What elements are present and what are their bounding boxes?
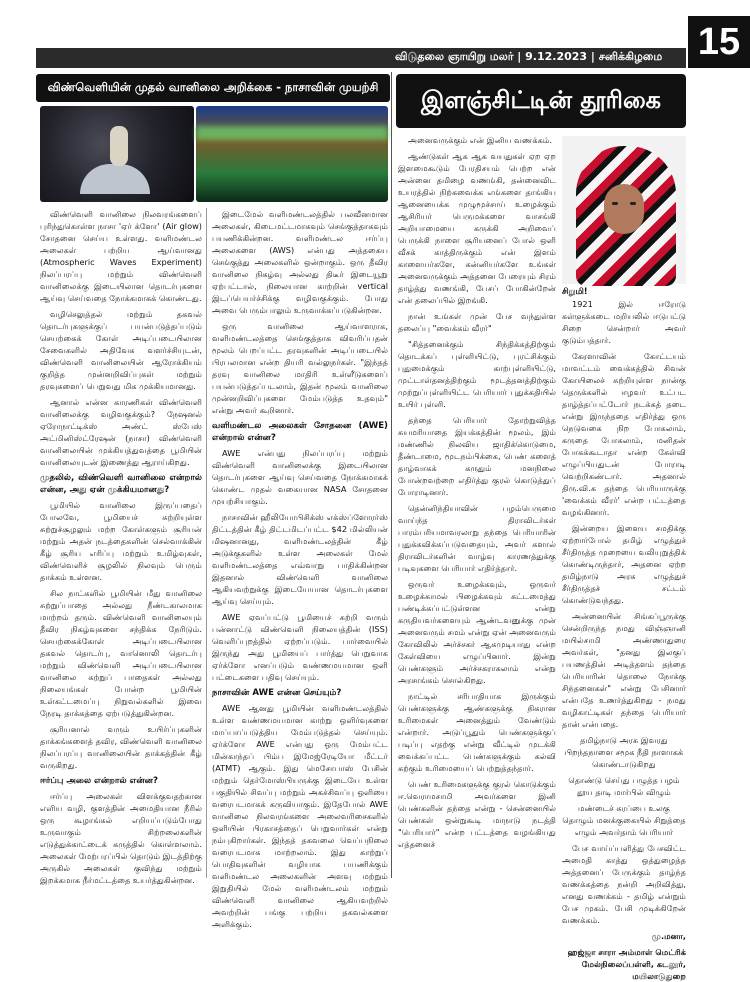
left-article-headline: விண்வெளியின் முதல் வானிலை அறிக்கை - நாசாவின் முயற்சி: [36, 74, 390, 102]
verse-line: தொண்டு செய்து பழுத்த பழம் தூய தாடி மார்பில் விழும்: [568, 775, 680, 797]
paragraph: ஆண்டுகள் ஆக ஆக வயதுகள் ஏற ஏற இளமைகூடும் பேரதிசயம் பெற்ற என் அன்னை தமிழை வணங்கி, தன்னைவிட உயரத்தில் நிற்கவைக்க எங்களை தாங்கிய ஆனையைக்க முழுமூச்சாய் உழைக்கும் ஆசிரியர் பெருமக்களை வாசங்கி அறியாமையை கருக்கி அறிவைப் பெருக்கி நாளை சூரியனைப் போல் ஒளி வீசக் காத்திருக்கும் என் இளம் காளையர்களே, கன்னியர்களே உங்கள் அனைவருக்கும் அத்தனை பேரையும் சிரம் தாழ்த்து வணங்கி, பேசப் போகின்றேன் என் தலைப்பில் இறங்கி.: [398, 151, 556, 305]
author-portrait: [562, 136, 686, 284]
subheading: முதலில், விண்வெளி வானிலை என்றால் என்ன, அது ஏன் முக்கியமானது?: [40, 473, 202, 495]
paragraph: அனைவருக்கும் என் இனிய வணக்கம்.: [408, 135, 553, 145]
masthead-text: விடுதலை ஞாயிறு மலர் | 9.12.2023 | சனிக்கிழமை: [395, 50, 663, 63]
paragraph: நாட்டில் சரிபாதியாக இருக்கும் பெண்களுக்கு ஆண்களுக்கு நிகரான உரிமைகள் அனைத்தும் வேண்டும் என்றார். அடுப்பூதும் பெண்களுக்குப் படிப்பு எதற்கு என்று வீட்டில் முடக்கி வைக்கப்பட்ட பெண்களுக்கும் கல்வி கற்கும் உரிமையைப் பெற்றுத்தந்தார்.: [398, 691, 556, 773]
page-number: 15: [688, 16, 750, 68]
paragraph: நான் உங்கள் முன் பேச வந்துள்ள தலைப்பு "வைக்கம் வீரர்": [398, 311, 556, 333]
photo-caption: சிறுமி!: [562, 286, 588, 296]
airglow-band: [196, 126, 388, 140]
paragraph: வழிசெலுத்தல் மற்றும் தகவல் தொடர்புகளுக்குப் பயன்படுத்தப்படும் செயற்கைக் கோள் அடிப்படையிலான சேவைகளில் அதிவேக வளர்ச்சியுடன், விண்வெளி வானிலையின் ஆரோக்கியம் குறித்த முன்னறிவிப்புகள் மற்றும் தரவுகளைப் பெறுவது மிக முக்கியமானது.: [40, 309, 202, 391]
paragraph: இடைமேல் வளிமண்டலத்தில் பலவீனமான அலைகள், கிடைமட்டமாகவும் செங்குத்தாகவும் பயணிக்கின்றன. வளிமண்டல ஈர்ப்பு அலைகளை (AWS) என்பது அத்தகைய செங்குத்து அலைகளில் ஒன்றாகும். ஒரு தீவிர வானிலை நிகழ்வு அல்லது திடீர் இடையூறு ஏற்பட்டால், நிலையான காற்றின் vertical இடப்பெயர்ச்சிக்கு வழிவகுக்கும். போது அவை பெரும்பாலும் உருவாக்கப்படுகின்றன.: [212, 209, 388, 315]
right-article-title: இளஞ்சிட்டின் தூரிகை: [396, 74, 686, 128]
eye-left: [612, 202, 618, 205]
paragraph: பேச வாய்ப்பளித்து பேசவிட்ட அமைதி காத்து ஒத்துழைத்த அத்தனைப் பேருக்கும் தாழ்ந்த வணக்கத்தை நன்றி அறிவித்து, எனது வணக்கம் - தமிழ் என்றும் பேச முகம். பேசி முடிக்கிறேன் வணக்கம்.: [562, 843, 686, 925]
paragraph: AWE என்பது நிலப்பரப்பு மற்றும் விண்வெளி வானிலைக்கு இடையிலான தொடர்புகளை ஆய்வு செய்வதை நோக்கமாகக் கொண்ட முதல் வகையான NASA சோதனை முயற்சியாகும்.: [212, 448, 388, 506]
paragraph: தென்னிந்தியாவின் பழம்பெருமை வாய்ந்த திராவிடர்கள் பாரம்பரியமாவரலாறு தந்தை பெரியாரின் புதுக்கவிக்கப்படுவதையும், அவர் களால் திராவிடர்களின் வாழ்வு காரணத்துக்கு படிவுகளை பெரியார் எதிர்த்தார்.: [398, 503, 556, 573]
face: [604, 184, 644, 234]
section-divider: [391, 72, 392, 878]
astronaut-figure: [110, 126, 128, 166]
subheading: ஈர்ப்பு அலை என்றால் என்ன?: [40, 776, 159, 786]
right-article-column-1: [398, 134, 556, 880]
paragraph: AWE ஏவப்பட்டு பூமியைச் சுற்றி வரும் பன்னாட்டு விண்வெளி நிலையத்தின் (ISS) வெளிப்புறத்தில் ஏற்றப்படும். பார்வையில் இருந்து அது பூமியைப் பார்த்து பெறுவாக ஏர்க்ளோ எனப்படும் வண்ணமயமான ஒளி பட்டைகளை பதிவு செய்யும்.: [212, 612, 388, 682]
verse-line: தமிழ்நாடு அரசு இவரது பிறந்தநாளை சமூக நீதி நாளாகக் கொண்டாடுகிறது: [564, 735, 684, 769]
earth-airglow-photo: [196, 106, 388, 202]
subheading: நாசாவின் AWE என்ன செய்யும்?: [212, 688, 342, 698]
paragraph: "சித்தனைக்கும் சிந்திக்கத்திற்கும் தொடக்கப் புள்ளியிட்டு, புரட்சிக்கும் புதுமைக்கும் காற்புள்ளியிட்டு, முட்டாள்தனத்திற்கும் மூடத்தனத்திற்கும் முற்றுப்புள்ளியிட்ட பெரியார் புதுக்கதியில் உயிர் புள்ளி.: [398, 339, 556, 409]
satellite-dish: [80, 164, 150, 194]
astronaut-photo: [40, 106, 194, 202]
paragraph: ஒருவர் உழைக்கவும், ஒருவர் உழைக்காமல் பிழைக்கவும் கட்டமைத்து பண்டிக்கப்பட்டுள்ளன என்று கருதியவர்களையும் ஆண்டவனுக்கு முன் அனைவரும் சமம் என்று ஏன் அனைவரும் கோவிலில் அர்ச்சகர் ஆகமுடியாது என்ற கேள்வியை எழுப்பினார். இன்று பெண்களும் அர்ச்சகராகலாம் என்று அரசாங்கம் சொல்கிறது.: [398, 579, 556, 685]
paragraph: பூமியில் வானிலை இருப்பதைப் போலவே, பூமியைச் சுற்றியுள்ள சுற்றுச்சூழலும் மற்ற கோள்களும் சூரியன் மற்றும் அதன் நடத்தைகளின் செல்வாக்கின் கீழ் சூரிய எரிப்பு மற்றும் உமிழ்வுகள், விண்வெளிச் சூழலில் நிலவும் பெரும் தாக்கம் உள்ளன.: [40, 500, 202, 582]
paragraph: நாசாவின் ஹீலியோபிசிக்ஸ் எக்ஸ்ப்ளோரர்ஸ் திட்டத்தின் கீழ் திட்டமிடப்பட்ட $42 மில்லியன் மிஷனானது, வளிமண்டலத்தின் கீழ் அடுக்குகளில் உள்ள அலைகள் மேல் வளிமண்டலத்தை எவ்வாறு பாதிக்கின்றன இதனால் விண்வெளி வானிலை ஆகியவற்றுக்கு இடையேயான தொடர்புகளை ஆய்வு செய்யும்.: [212, 512, 388, 606]
right-article-column-2: [562, 298, 686, 981]
paragraph: சில நாட்களில் பூமியின் மீது வானிலை சுற்றுப்பாதை அல்லது நீண்டகாலமாக மாற்றம் தரும். விண்வெளி வானிலையும் தீவிர நிகழ்வுகளை சந்திக்க நேரிடும். செயற்கைக்கோள் அடிப்படையிலான தகவல் தொடர்பு, வானொலி தொடர்பு மற்றும் விண்வெளி அடிப்படையிலான வானிலை சுற்றுப் பாதைகள் அல்லது நிலையங்கள் போன்ற பூமியின் உள்கட்டமைப்பு நிறுவல்களில் இவை நேரடி தாக்கத்தை ஏற்படுத்துகின்றன.: [40, 588, 202, 718]
paragraph: AWE ஆனது பூமியின் வளிமண்டலத்தில் உள்ள வண்ணமயமான காற்று ஒளிர்வுகளை மாப்பாப்படுத்திய மேம்படுத்தல் செய்யும். ஏர்க்ளோ AWE என்பது ஒரு மேம்பட்ட மின்காந்தப் பிம்ப இமேஜ்ரேடியோ மீட்டர் (ATMT) ஆகும். இது மெசோபாஸ் பேசின் மற்றும் தெர்மோஸ்பியருக்கு இடையே உள்ள பகுதியில் சிவப்பு மற்றும் அகச்சிவப்பு ஒளியை வரைபடமாகக் கருவியாகும். இதேபோல் AWE வானிலை நிலவரங்களை அலைவரிசைகளில் ஒளியின் பிரகாசத்தைப் பெறுவார்கள் என்று நம்புகிறார்கள். இந்தத் தகவலை வெப்பநிலை வரைபடமாக மாற்றலாம். இது காற்றுப் பொதிவுகளின் வழியாக பயணிக்கும் வளிமண்டல அலைகளின் அளவு மற்றும் இறுதியில் மேல் வளிமண்டலம் மற்றும் விண்வெளி வானிலை ஆகியவற்றில் அவற்றின் பங்கு பற்றிய தகவல்களை அளிக்கும்.: [212, 703, 388, 929]
author-signature: மு.மனா,: [651, 931, 686, 941]
paragraph: அன்னையின் சிங்கப்பூருக்கு சென்றிருந்த நமது விஞ்ஞானி மயில்சாமி அண்ணாதுரை அவர்கள், "தனது இலகுப் பயணத்தின் அடித்தளம் தந்தை பெரியாரின் தொலை நோக்கு சிந்தனைகள்" என்று பேசினார் என்பதே உணர்த்துகிறது - நமது வழிகாட்டிகள் தந்தை பெரியார் தான் என்பதை.: [562, 611, 686, 729]
paragraph: பெண் உரிமைகளுக்கு குரல் கொடுக்கும் ஈ.வெராமசாமி அவர்களை இனி பெண்களின் தந்தை என்று - சென்னையில் பெண்கள் ஒன்றுகூடி மாநாடு நடத்தி "பெரியார்" என்ற பட்டத்தை வழங்கியது எத்தனைச்: [398, 779, 556, 849]
paragraph: சூரியனால் வரும் உயிர்ப்புகளின் தாக்கங்களைத் தவிர, விண்வெளி வானிலை நிலப்பரப்பு வானிலையின் தாக்கத்தின் கீழ் வருகிறது.: [40, 724, 202, 770]
paragraph: 1921 இல் ஈரோடு கள்ளுக்கடை மறியலில் ஈடுபட்டு சிறை சென்றார் அவர் குடும்பத்தார்.: [562, 299, 686, 345]
verse-line: மண்டைச் சுரப்பை உலகு தொழும் மனக்குகையில் சிறுத்தை எழும் அவர்தாம் பெரியார்: [562, 803, 686, 837]
paragraph: கேரளாவின் கோட்டயம் மாவட்டம் வைக்கத்தில் சிவன் கோயிலைச் சுற்றியுள்ள நான்கு தெருக்களில் ஈழவர் உட்பட தாழ்த்தப்பட்டோர் நடக்கத் தடை என்று இருந்ததை எதிர்த்து ஒரு நெடுவகை நிற போகலாம், கருதை போகலாம், மனிதன் போகக்கூடாதா என்ற கேள்வி எழுப்பியதுடன் போராடி வெற்றிகண்டார். அதனால் திரு.வி.க தந்தை பெரியாருக்கு 'வைக்கம் வீரர்' என்ற பட்டத்தை வழங்கினார்.: [562, 351, 686, 517]
author-signature: ஹஜ்ஜா சாரா அம்மாள் மெட்ரிக் மேல்நிலைப்பள்ளி, கடலூர், மயிலாடுதுறை: [567, 947, 686, 981]
paragraph: விண்வெளி வானிலை நிலவரங்களைப் புரிந்துகொள்ள நாசா 'ஏர் க்ளோ' (Air glow) சோதனை செய்ய உள்ளது. வளிமண்டல அலைகள் பற்றிய ஆய்வானது (Atmospheric Waves Experiment) நிலப்பரப்பு மற்றும் விண்வெளி வானிலைக்கு இடையிலான தொடர்புகளை ஆய்வு செய்வதை நோக்கமாகக் கொண்டது.: [40, 209, 202, 303]
paragraph: ஆனால் என்ன காரணிகள் விண்வெளி வானிலைக்கு வழிவகுக்கும்? நேஷனல் ஏரோநாட்டிக்ஸ் அண்ட் ஸ்பேஸ் அட்மினிஸ்ட்ரேஷன் (நாசா) விண்வெளி வானிலையின் முக்கியத்துவத்தை பூமியின் வானிலையுடன் இணைத்து ஆராய்கிறது.: [40, 397, 202, 467]
left-article-column-1: [40, 208, 202, 885]
column-divider: [206, 208, 207, 878]
eye-right: [630, 202, 636, 205]
paragraph: ஒரு வானிலை ஆய்வாளராக, வளிமண்டலத்தை செங்குத்தாக விவரிப்பதன் மூலம் பெறப்பட்ட தரவுகளின் அடிப்படையில் பிரபலமான என்ற தியரி வல்லுநர்கள். "இந்தத் தரவு வானிலை மாதிரி உள்ளீடுகளைப் பயன்படுத்தப்படலாம், இதன் மூலம் வானிலை முன்னறிவிப்புகளை மேம்படுத்த உதவும்" என்று அவர் கூறினார்.: [212, 321, 388, 415]
paragraph: தந்தை பெரியார் தோற்றுவித்த சுயமரியாதை இயக்கத்தின் மூலம், இம் மண்ணில் நிலவிய ஜாதிக்கொடுமை, தீண்டாமை, மூடநம்பிக்கை, பெண் களைத் தாழ்வாகக் கருதும் மனநிலை போன்றவற்றை எதிர்த்து குரல் கொடுத்துப் போராடினார்.: [398, 415, 556, 497]
paragraph: இன்றைய இளைய சமதிக்கு ஏற்றார்போல் தமிழ் எழுத்துச் சீர்திருத்த முறையை வலியுறுத்திக் கொண்டிருந்தார், அதனை ஏற்ற தமிழ்நாடு அரசு எழுத்துச் சீர்திருத்தச் சட்டம் கொண்டுவந்தது.: [562, 523, 686, 605]
paragraph: ஈர்ப்பு அலைகள் விளக்குவதற்கான எளிய வழி, குளத்தின் அமைதியான நீரில் ஒரு கூழாங்கல் எறியப்படும்போது உருவாகும் சிற்றலைகளின் எடுத்துக்காட்டைக் கருத்தில் கொள்ளலாம். அலைகள் மேற்பரப்பில் தொடும் இடத்திற்கு அருகில் அலைகள் குவிந்து மற்றும் இறக்கமாக நீர்மட்டத்தை உயர்த்துகின்றன.: [40, 791, 202, 885]
subheading: வளிமண்டல அலைகள் சோதனை (AWE) என்றால் என்ன?: [212, 421, 388, 443]
left-article-column-2: [212, 208, 388, 929]
